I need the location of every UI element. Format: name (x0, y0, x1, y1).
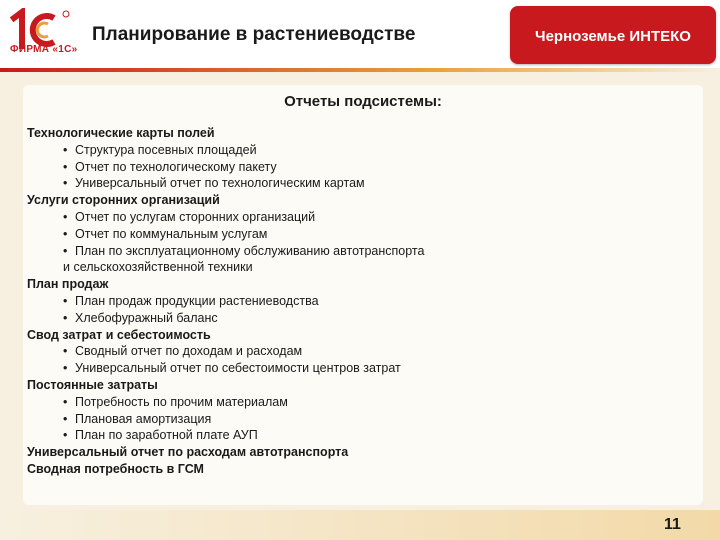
section-heading: Услуги сторонних организаций (27, 193, 220, 208)
list-item: • Потребность по прочим материалам (27, 394, 697, 411)
list-item: • Отчет по технологическому пакету (27, 159, 697, 176)
page-title: Планирование в растениеводстве (92, 24, 416, 45)
list-item: • Отчет по услугам сторонних организаций (27, 209, 697, 226)
section-heading: Постоянные затраты (27, 377, 158, 392)
section-heading: План продаж (27, 277, 109, 292)
panel-title: Отчеты подсистемы: (284, 93, 442, 110)
list-item: • Отчет по коммунальным услугам (27, 226, 697, 243)
list-item: • Хлебофуражный баланс (27, 310, 697, 327)
list-item: • План по эксплуатационному обслуживанию автотранспорта (27, 243, 697, 260)
footer-band (0, 510, 720, 540)
section-heading: Технологические карты полей (27, 126, 215, 140)
page-number: 11 (664, 516, 681, 533)
list-item: • План по заработной плате АУП (27, 427, 697, 444)
section-heading: Свод затрат и себестоимость (27, 327, 211, 342)
list-item: • Универсальный отчет по технологическим картам (27, 175, 697, 192)
list-item: • Структура посевных площадей (27, 142, 697, 159)
list-item-continuation: и сельскохозяйственной техники (63, 260, 253, 275)
content-panel (23, 85, 703, 505)
section-heading: Универсальный отчет по расходам автотранспорта (27, 445, 349, 460)
header-divider (0, 68, 720, 72)
section-heading: Сводная потребность в ГСМ (27, 461, 204, 476)
list-item: • Сводный отчет по доходам и расходам (27, 343, 697, 360)
list-item: • Плановая амортизация (27, 411, 697, 428)
company-badge (510, 6, 716, 64)
logo-caption: ФИРМА «1С» (10, 44, 78, 55)
report-list (27, 125, 697, 478)
header (0, 0, 720, 70)
list-item: • Универсальный отчет по себестоимости центров затрат (27, 360, 697, 377)
list-item: • План продаж продукции растениеводства (27, 293, 697, 310)
company-badge-label: Черноземье ИНТЕКО (535, 28, 691, 45)
